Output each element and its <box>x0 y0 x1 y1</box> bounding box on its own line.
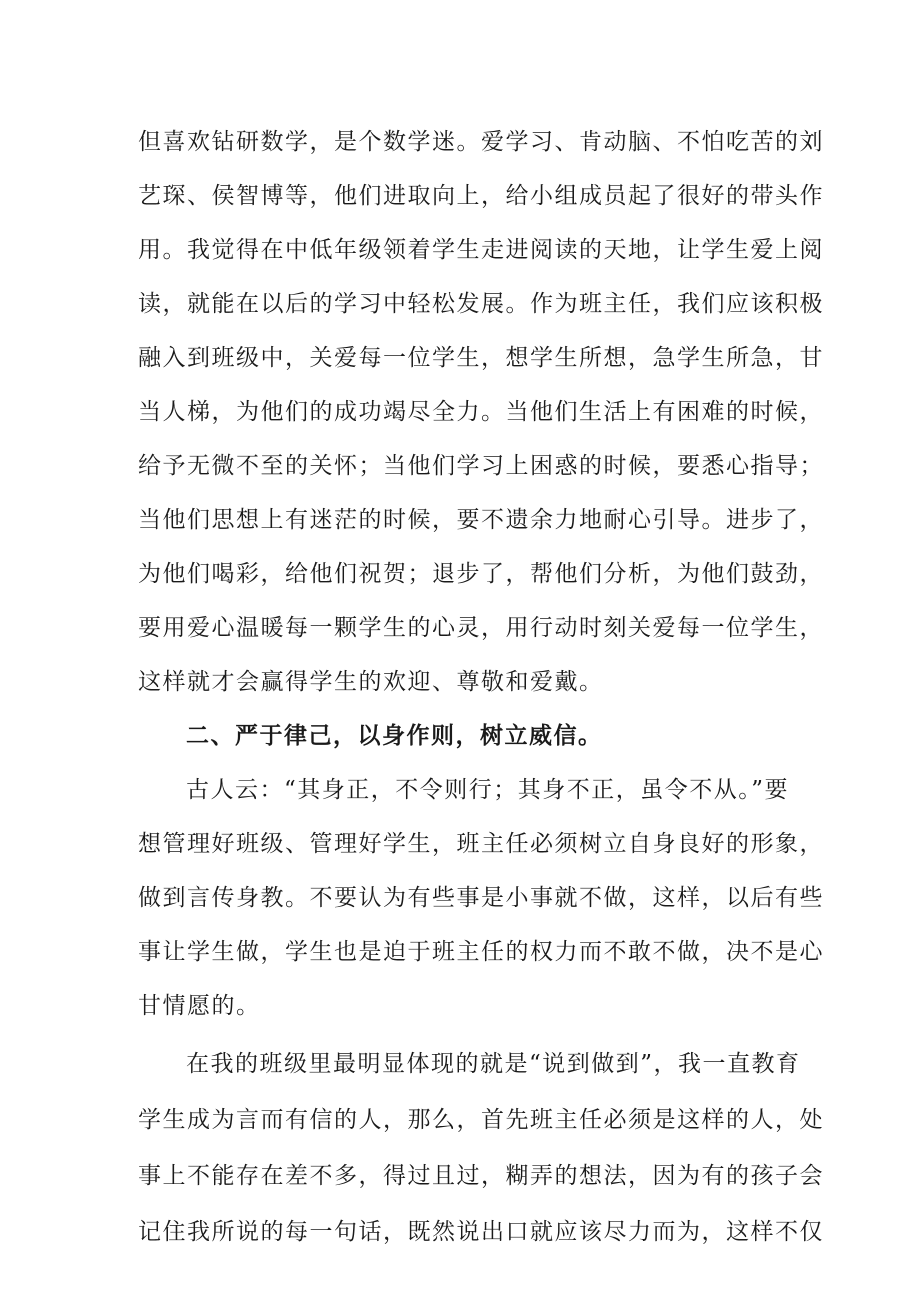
text-line: 艺琛、侯智博等，他们进取向上，给小组成员起了很好的带头作 <box>138 183 824 209</box>
text-line: 给予无微不至的关怀；当他们学习上困惑的时候，要悉心指导； <box>138 453 824 479</box>
text-line: 事让学生做，学生也是迫于班主任的权力而不敢不做，决不是心 <box>138 939 824 965</box>
text-line: 这样就才会赢得学生的欢迎、尊敬和爱戴。 <box>138 669 604 695</box>
text-line: 当他们思想上有迷茫的时候，要不遗余力地耐心引导。进步了， <box>138 507 824 533</box>
text-line: 甘情愿的。 <box>138 993 261 1019</box>
text-line: 融入到班级中，关爱每一位学生，想学生所想，急学生所急，甘 <box>138 345 824 371</box>
text-line: 想管理好班级、管理好学生，班主任必须树立自身良好的形象， <box>138 831 824 857</box>
text-line: 但喜欢钻研数学，是个数学迷。爱学习、肯动脑、不怕吃苦的刘 <box>138 129 824 155</box>
text-line: 当人梯，为他们的成功竭尽全力。当他们生活上有困难的时候， <box>138 399 824 425</box>
text-line: 学生成为言而有信的人，那么，首先班主任必须是这样的人，处 <box>138 1107 824 1133</box>
text-line: 为他们喝彩，给他们祝贺；退步了，帮他们分析，为他们鼓劲， <box>138 561 824 587</box>
section-heading: 二、严于律己，以身作则，树立威信。 <box>186 722 603 749</box>
text-line: 用。我觉得在中低年级领着学生走进阅读的天地，让学生爱上阅 <box>138 237 824 263</box>
text-line: 读，就能在以后的学习中轻松发展。作为班主任，我们应该积极 <box>138 291 824 317</box>
text-line: 在我的班级里最明显体现的就是“说到做到”，我一直教育 <box>186 1051 801 1077</box>
text-line: 事上不能存在差不多，得过且过，糊弄的想法，因为有的孩子会 <box>138 1163 824 1189</box>
text-line: 做到言传身教。不要认为有些事是小事就不做，这样，以后有些 <box>138 885 824 911</box>
text-line: 要用爱心温暖每一颗学生的心灵，用行动时刻关爱每一位学生， <box>138 615 824 641</box>
text-line: 记住我所说的每一句话，既然说出口就应该尽力而为，这样不仅 <box>138 1219 824 1245</box>
text-line: 古人云：“其身正，不令则行；其身不正，虽令不从。”要 <box>186 777 790 803</box>
